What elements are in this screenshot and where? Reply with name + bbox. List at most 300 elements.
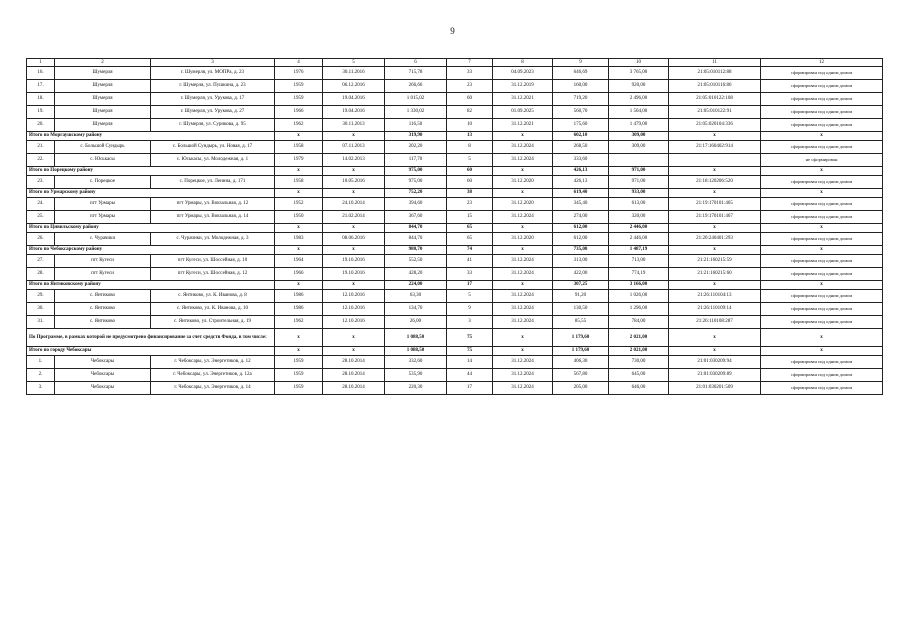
table-cell: 552,50: [385, 255, 447, 268]
subtotal-cell: x: [493, 329, 553, 347]
table-cell: 1 504,00: [609, 106, 669, 119]
table-cell: 91,20: [553, 290, 609, 303]
table-cell: 1959: [275, 80, 323, 93]
table-cell: 06.12.2016: [323, 80, 385, 93]
table-cell: Шумерля: [55, 80, 151, 93]
subtotal-label: Итого по городу Чебоксары: [27, 347, 275, 356]
table-cell: с. Янтиково, ул. Строительная, д. 19: [151, 316, 275, 329]
table-cell: с. Юськасы, ул. Молодежная, д. 1: [151, 154, 275, 167]
table-cell: 971,00: [609, 176, 669, 189]
table-cell: 31.12.2021: [493, 93, 553, 106]
subtotal-cell: 307,25: [553, 281, 609, 290]
subtotal-cell: 1 179,60: [553, 347, 609, 356]
table-cell: 202,20: [385, 141, 447, 154]
column-number-cell: 10: [609, 59, 669, 67]
table-cell: 44: [447, 369, 493, 382]
table-cell: 30.11.2016: [323, 67, 385, 80]
subtotal-row: [27, 132, 883, 141]
table-cell: 21:05:010116:86: [669, 80, 761, 93]
table-cell: 21:20:240401:293: [669, 233, 761, 246]
land-plot-status-cell: сформирован под одним домом: [761, 233, 883, 246]
subtotal-cell: 2 446,00: [609, 224, 669, 233]
subtotal-row: [27, 246, 883, 255]
table-row: [27, 316, 883, 329]
table-cell: 426,13: [553, 176, 609, 189]
subtotal-cell: x: [323, 167, 385, 176]
table-cell: с. Янтиково, ул. К. Иванова, д. 8: [151, 290, 275, 303]
subtotal-cell: x: [493, 246, 553, 255]
subtotal-cell: x: [493, 224, 553, 233]
subtotal-cell: x: [323, 347, 385, 356]
land-plot-status-cell: сформирован под одним домом: [761, 290, 883, 303]
table-cell: пгт Кугеси, ул. Шоссейная, д. 10: [151, 255, 275, 268]
land-plot-status-cell: сформирован под одним домом: [761, 268, 883, 281]
subtotal-row: [27, 329, 883, 347]
table-cell: 1 015,02: [385, 93, 447, 106]
land-plot-status-cell: сформирован под одним домом: [761, 119, 883, 132]
table-cell: 774,19: [609, 268, 669, 281]
table-cell: 16.: [27, 67, 55, 80]
table-cell: 21:19:170101:465: [669, 198, 761, 211]
subtotal-cell: 17: [447, 281, 493, 290]
table-cell: 646,69: [553, 67, 609, 80]
table-cell: 31.12.2024: [493, 382, 553, 395]
table-cell: 18.: [27, 93, 55, 106]
table-cell: 2 446,00: [609, 233, 669, 246]
table-cell: пгт Урмары, ул. Вокзальная, д. 12: [151, 198, 275, 211]
table-cell: 5: [447, 290, 493, 303]
table-cell: 21.: [27, 141, 55, 154]
table-cell: 205,00: [553, 382, 609, 395]
subtotal-row: [27, 281, 883, 290]
subtotal-cell: 1 487,19: [609, 246, 669, 255]
table-cell: 21:26:110104:13: [669, 290, 761, 303]
table-cell: 12.10.2016: [323, 316, 385, 329]
table-cell: г. Шумерля, ул. МОПРа, д. 23: [151, 67, 275, 80]
table-row: [27, 198, 883, 211]
land-plot-status-cell: не сформирован: [761, 154, 883, 167]
table-cell: г. Чебоксары, ул. Энергетиков, д. 12: [151, 356, 275, 369]
table-cell: 24.: [27, 198, 55, 211]
table-cell: [669, 154, 761, 167]
table-cell: 1966: [275, 106, 323, 119]
subtotal-cell: x: [761, 167, 883, 176]
table-row: [27, 176, 883, 189]
page-number: 9: [450, 26, 455, 36]
table-cell: 21:05:010122:91: [669, 106, 761, 119]
table-cell: 19.10.2016: [323, 268, 385, 281]
subtotal-cell: 619,40: [553, 189, 609, 198]
table-cell: 1 296,00: [609, 303, 669, 316]
table-cell: г. Шумерля, ул. Сурикова, д. 95: [151, 119, 275, 132]
table-cell: 1 479,00: [609, 119, 669, 132]
table-cell: 320,00: [609, 211, 669, 224]
table-cell: 1983: [275, 233, 323, 246]
table-cell: Шумерля: [55, 106, 151, 119]
table-cell: 28.10.2014: [323, 382, 385, 395]
land-plot-status-cell: сформирован под одним домом: [761, 198, 883, 211]
table-cell: 920,00: [609, 80, 669, 93]
subtotal-cell: x: [493, 347, 553, 356]
land-plot-status-cell: сформирован под одним домом: [761, 67, 883, 80]
table-cell: 01.09.2025: [493, 106, 553, 119]
subtotal-label: Итого по Моргаушскому району: [27, 132, 275, 141]
table-cell: 8: [447, 141, 493, 154]
table-cell: 1986: [275, 290, 323, 303]
subtotal-row: [27, 167, 883, 176]
table-cell: с. Большой Сундырь, ул. Новая, д. 17: [151, 141, 275, 154]
table-cell: 31.12.2020: [493, 176, 553, 189]
subtotal-cell: x: [275, 281, 323, 290]
table-cell: 31.12.2024: [493, 154, 553, 167]
table-row: [27, 80, 883, 93]
subtotal-cell: x: [323, 132, 385, 141]
subtotal-cell: 933,00: [609, 189, 669, 198]
table-row: [27, 141, 883, 154]
subtotal-label: Итого по Цивильскому району: [27, 224, 275, 233]
table-row: [27, 67, 883, 80]
table-cell: г. Шумерля, ул. Урукова, д. 17: [151, 93, 275, 106]
table-cell: 422,00: [553, 268, 609, 281]
land-plot-status-cell: сформирован под одним домом: [761, 93, 883, 106]
table-cell: 27.: [27, 255, 55, 268]
subtotal-cell: x: [669, 167, 761, 176]
table-cell: 23: [447, 198, 493, 211]
subtotal-label: Итого по Чебоксарскому району: [27, 246, 275, 255]
subtotal-cell: 38: [447, 189, 493, 198]
subtotal-cell: 2 021,00: [609, 347, 669, 356]
table-cell: 82: [447, 106, 493, 119]
table-cell: 1976: [275, 67, 323, 80]
table-cell: 10.05.2016: [323, 176, 385, 189]
table-cell: 134,70: [385, 303, 447, 316]
housing-program-table: [26, 58, 883, 395]
table-row: [27, 303, 883, 316]
table-cell: 25.: [27, 211, 55, 224]
subtotal-cell: x: [275, 224, 323, 233]
table-cell: 24.10.2014: [323, 198, 385, 211]
table-cell: 1 026,00: [609, 290, 669, 303]
table-cell: 715,78: [385, 67, 447, 80]
table-row: [27, 382, 883, 395]
table-cell: 30.: [27, 303, 55, 316]
subtotal-cell: 65: [447, 224, 493, 233]
table-cell: [609, 154, 669, 167]
column-number-cell: 12: [761, 59, 883, 67]
table-cell: 1966: [275, 268, 323, 281]
table-cell: 31.12.2024: [493, 290, 553, 303]
land-plot-status-cell: сформирован под одним домом: [761, 211, 883, 224]
table-row: [27, 119, 883, 132]
land-plot-status-cell: сформирован под одним домом: [761, 303, 883, 316]
table-cell: 19.: [27, 106, 55, 119]
table-cell: 21:26:110109:14: [669, 303, 761, 316]
table-cell: 406,30: [553, 356, 609, 369]
subtotal-cell: 3 166,00: [609, 281, 669, 290]
land-plot-status-cell: сформирован под одним домом: [761, 356, 883, 369]
table-cell: 12.10.2016: [323, 290, 385, 303]
subtotal-cell: x: [323, 329, 385, 347]
subtotal-cell: x: [669, 347, 761, 356]
subtotal-cell: x: [493, 132, 553, 141]
table-cell: пгт Урмары: [55, 198, 151, 211]
subtotal-row: [27, 189, 883, 198]
subtotal-cell: 319,90: [385, 132, 447, 141]
table-cell: 22.: [27, 154, 55, 167]
table-cell: 60: [447, 93, 493, 106]
table-cell: 15: [447, 211, 493, 224]
table-cell: 719,20: [553, 93, 609, 106]
table-cell: 31.12.2021: [493, 119, 553, 132]
table-cell: 12.10.2016: [323, 303, 385, 316]
table-cell: 26.: [27, 233, 55, 246]
table-cell: 1979: [275, 154, 323, 167]
table-cell: 21:21:160215:59: [669, 255, 761, 268]
subtotal-cell: x: [669, 132, 761, 141]
table-cell: 844,70: [385, 233, 447, 246]
subtotal-cell: 13: [447, 132, 493, 141]
subtotal-cell: 60: [447, 167, 493, 176]
land-plot-status-cell: сформирован под одним домом: [761, 382, 883, 395]
subtotal-cell: x: [275, 246, 323, 255]
subtotal-cell: 971,00: [609, 167, 669, 176]
table-row: [27, 93, 883, 106]
land-plot-status-cell: сформирован под одним домом: [761, 316, 883, 329]
table-cell: с. Большой Сундырь: [55, 141, 151, 154]
table-cell: с. Порецкое, ул. Ленина, д. 171: [151, 176, 275, 189]
table-cell: 33: [447, 67, 493, 80]
subtotal-cell: 752,20: [385, 189, 447, 198]
subtotal-cell: 844,70: [385, 224, 447, 233]
table-cell: Чебоксары: [55, 369, 151, 382]
table-cell: 19.10.2016: [323, 255, 385, 268]
table-cell: Шумерля: [55, 93, 151, 106]
table-cell: 274,00: [553, 211, 609, 224]
table-cell: 1962: [275, 119, 323, 132]
table-cell: 3.: [27, 382, 55, 395]
subtotal-cell: x: [275, 167, 323, 176]
table-cell: с. Чурачики, ул. Молодежная, д. 3: [151, 233, 275, 246]
table-cell: 31.12.2024: [493, 255, 553, 268]
table-cell: 428,20: [385, 268, 447, 281]
table-cell: 31.12.2024: [493, 141, 553, 154]
subtotal-cell: x: [323, 246, 385, 255]
table-cell: 21:01:030209:89: [669, 369, 761, 382]
table-cell: 1964: [275, 255, 323, 268]
subtotal-cell: 426,13: [553, 167, 609, 176]
column-number-cell: 6: [385, 59, 447, 67]
column-number-cell: 3: [151, 59, 275, 67]
subtotal-cell: x: [323, 189, 385, 198]
table-cell: Шумерля: [55, 119, 151, 132]
subtotal-cell: 1 088,50: [385, 347, 447, 356]
table-cell: 130,50: [553, 303, 609, 316]
table-cell: 14: [447, 356, 493, 369]
table-cell: пгт Кугеси: [55, 268, 151, 281]
table-cell: 266,66: [385, 80, 447, 93]
table-cell: 1950: [275, 211, 323, 224]
table-cell: 1959: [275, 382, 323, 395]
table-cell: 17.: [27, 80, 55, 93]
subtotal-cell: 1 088,50: [385, 329, 447, 347]
subtotal-label: Итого по Янтиковскому району: [27, 281, 275, 290]
subtotal-cell: 975,00: [385, 167, 447, 176]
table-cell: 31.12.2020: [493, 198, 553, 211]
column-number-cell: 1: [27, 59, 55, 67]
table-cell: 367,60: [385, 211, 447, 224]
table-cell: 730,00: [609, 356, 669, 369]
table-row: [27, 356, 883, 369]
table-cell: 17: [447, 382, 493, 395]
table-row: [27, 233, 883, 246]
subtotal-cell: x: [275, 189, 323, 198]
table-cell: 1962: [275, 316, 323, 329]
table-cell: 21:01:030201:509: [669, 382, 761, 395]
subtotal-cell: 2 021,00: [609, 329, 669, 347]
subtotal-cell: x: [761, 347, 883, 356]
subtotal-cell: 980,70: [385, 246, 447, 255]
table-cell: 21:19:170101:467: [669, 211, 761, 224]
table-cell: 3: [447, 316, 493, 329]
table-cell: 65: [447, 233, 493, 246]
table-cell: 21:21:160215:60: [669, 268, 761, 281]
table-cell: 560,70: [553, 106, 609, 119]
subtotal-cell: 735,00: [553, 246, 609, 255]
subtotal-cell: 75: [447, 347, 493, 356]
table-cell: 394,60: [385, 198, 447, 211]
table-cell: 07.11.2013: [323, 141, 385, 154]
column-number-row: [27, 59, 883, 67]
table-cell: 21:17:160402:914: [669, 141, 761, 154]
table-cell: 41: [447, 255, 493, 268]
subtotal-cell: x: [761, 329, 883, 347]
subtotal-row: [27, 347, 883, 356]
table-cell: 26,00: [385, 316, 447, 329]
subtotal-label: По Программе, в рамках которой не предусмотрено финансирование за счет средств Фонда, в том числе:: [27, 329, 275, 347]
subtotal-cell: x: [761, 132, 883, 141]
subtotal-cell: x: [493, 281, 553, 290]
table-cell: 28.10.2014: [323, 369, 385, 382]
subtotal-label: Итого по Порецкому району: [27, 167, 275, 176]
table-cell: пгт Кугеси, ул. Шоссейная, д. 12: [151, 268, 275, 281]
land-plot-status-cell: сформирован под одним домом: [761, 141, 883, 154]
table-cell: 567,80: [553, 369, 609, 382]
table-cell: 160,00: [553, 80, 609, 93]
table-cell: 31.12.2024: [493, 211, 553, 224]
table-cell: 117,70: [385, 154, 447, 167]
table-cell: 333,60: [553, 154, 609, 167]
subtotal-cell: x: [493, 189, 553, 198]
subtotal-cell: x: [761, 246, 883, 255]
table-cell: 975,00: [385, 176, 447, 189]
table-cell: Чебоксары: [55, 356, 151, 369]
table-cell: 645,00: [609, 369, 669, 382]
table-cell: 646,00: [609, 382, 669, 395]
column-number-cell: 7: [447, 59, 493, 67]
table-cell: Чебоксары: [55, 382, 151, 395]
table-cell: 14.02.2013: [323, 154, 385, 167]
table-cell: 612,00: [553, 233, 609, 246]
table-cell: 63,30: [385, 290, 447, 303]
column-number-cell: 9: [553, 59, 609, 67]
table-cell: с. Янтиково: [55, 303, 151, 316]
table-cell: г. Чебоксары, ул. Энергетиков, д. 12а: [151, 369, 275, 382]
table-cell: 23: [447, 80, 493, 93]
subtotal-cell: x: [275, 132, 323, 141]
subtotal-cell: x: [669, 246, 761, 255]
table-cell: 21:01:030209:94: [669, 356, 761, 369]
subtotal-cell: x: [669, 329, 761, 347]
land-plot-status-cell: сформирован под одним домом: [761, 255, 883, 268]
table-cell: 313,00: [553, 255, 609, 268]
table-cell: 1986: [275, 303, 323, 316]
table-cell: 2 496,00: [609, 93, 669, 106]
table-cell: с. Порецкое: [55, 176, 151, 189]
table-cell: 30.11.2013: [323, 119, 385, 132]
table-row: [27, 106, 883, 119]
subtotal-cell: x: [669, 189, 761, 198]
table-cell: 28.: [27, 268, 55, 281]
table-cell: 268,50: [553, 141, 609, 154]
subtotal-cell: 612,00: [553, 224, 609, 233]
table-row: [27, 290, 883, 303]
table-cell: 31.12.2020: [493, 233, 553, 246]
table-cell: 31.: [27, 316, 55, 329]
column-number-cell: 2: [55, 59, 151, 67]
table-cell: 29.: [27, 290, 55, 303]
table-cell: 2.: [27, 369, 55, 382]
table-cell: 21:26:110108:287: [669, 316, 761, 329]
subtotal-cell: x: [275, 329, 323, 347]
table-cell: 20.: [27, 119, 55, 132]
subtotal-cell: x: [669, 224, 761, 233]
column-number-cell: 8: [493, 59, 553, 67]
subtotal-cell: 224,00: [385, 281, 447, 290]
table-cell: 535,90: [385, 369, 447, 382]
table-cell: 28.10.2014: [323, 356, 385, 369]
table-cell: г. Шумерля, ул. Пушкина, д. 23: [151, 80, 275, 93]
table-cell: 31.12.2024: [493, 303, 553, 316]
table-cell: 19.04.2016: [323, 106, 385, 119]
table-cell: 1959: [275, 93, 323, 106]
subtotal-cell: x: [275, 347, 323, 356]
table-cell: 31.12.2024: [493, 268, 553, 281]
land-plot-status-cell: сформирован под одним домом: [761, 369, 883, 382]
table-cell: 1958: [275, 141, 323, 154]
land-plot-status-cell: сформирован под одним домом: [761, 176, 883, 189]
subtotal-cell: 309,00: [609, 132, 669, 141]
land-plot-status-cell: сформирован под одним домом: [761, 80, 883, 93]
table-cell: с. Чурачики: [55, 233, 151, 246]
subtotal-label: Итого по Урмарскому району: [27, 189, 275, 198]
table-cell: 23.: [27, 176, 55, 189]
subtotal-row: [27, 224, 883, 233]
table-body: [27, 59, 883, 395]
subtotal-cell: x: [493, 167, 553, 176]
table-cell: 116,50: [385, 119, 447, 132]
table-cell: 220,30: [385, 382, 447, 395]
table-cell: 04.09.2023: [493, 67, 553, 80]
table-cell: 1959: [275, 369, 323, 382]
table-cell: 1.: [27, 356, 55, 369]
table-cell: пгт Урмары: [55, 211, 151, 224]
table-cell: 21:05:010122:108: [669, 93, 761, 106]
table-cell: 85,55: [553, 316, 609, 329]
table-cell: 5: [447, 154, 493, 167]
table-cell: 31.12.2019: [493, 80, 553, 93]
table-cell: с. Янтиково, ул. К. Иванова, д. 10: [151, 303, 275, 316]
table-cell: 175,60: [553, 119, 609, 132]
